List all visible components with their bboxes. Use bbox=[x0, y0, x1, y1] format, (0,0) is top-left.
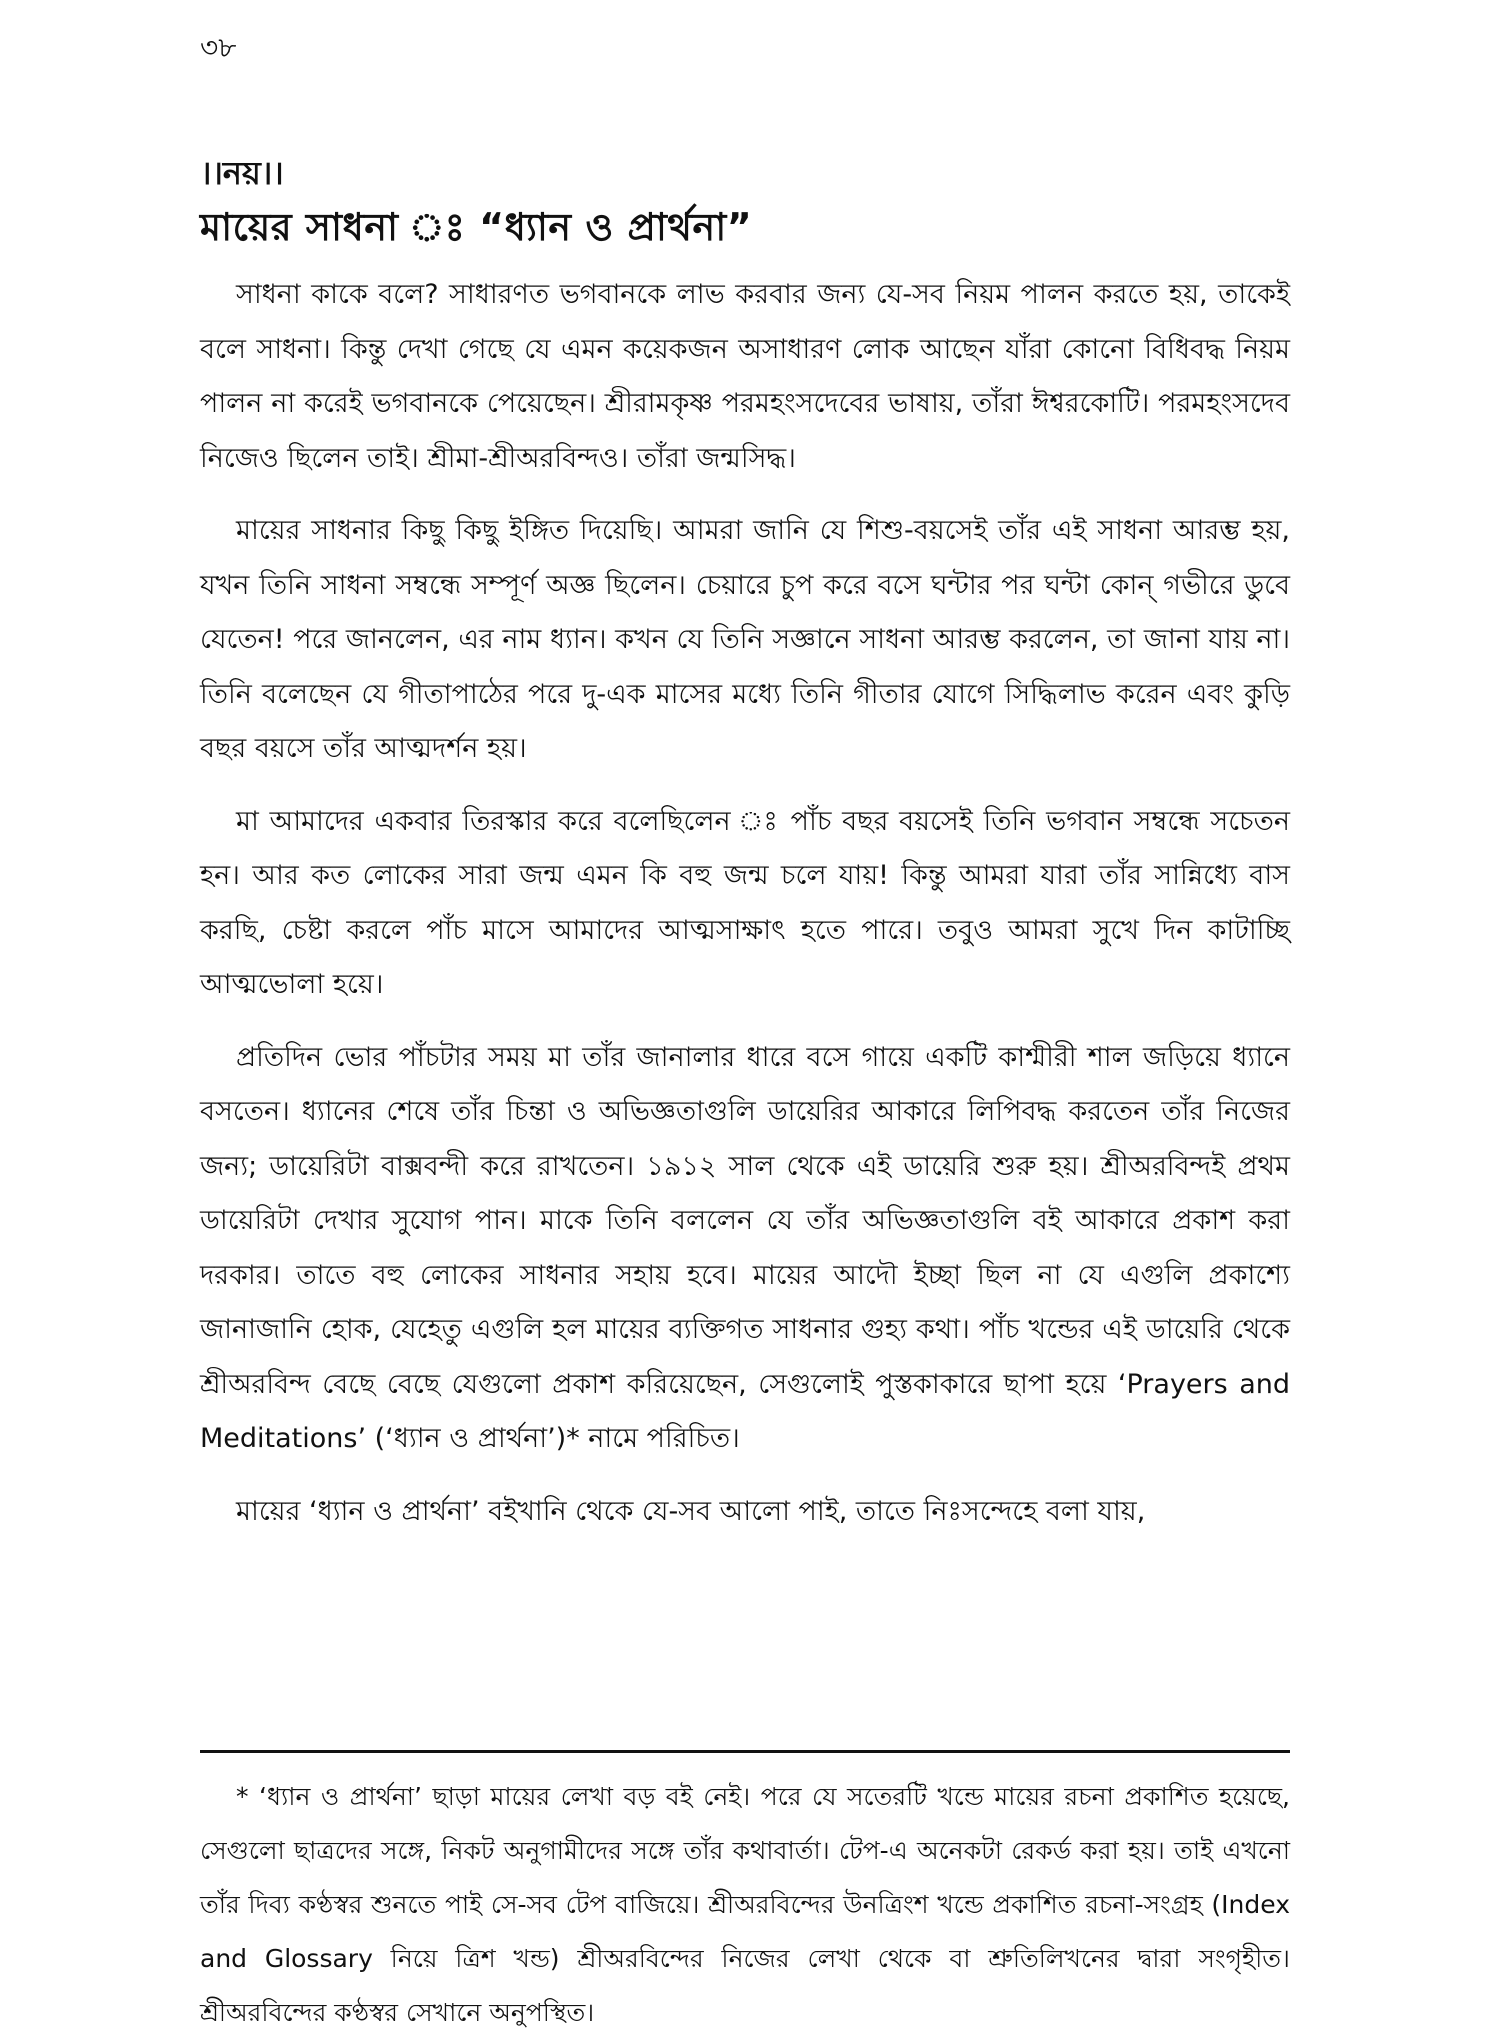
paragraph: মায়ের ‘ধ্যান ও প্রার্থনা’ বইখানি থেকে যে-সব আলো পাই, তাতে নিঃসন্দেহে বলা যায়, bbox=[236, 1495, 1146, 1527]
chapter-number: ।।নয়।। bbox=[200, 154, 284, 192]
body-text bbox=[200, 268, 1290, 1557]
paragraph: মায়ের সাধনার কিছু কিছু ইঙ্গিত দিয়েছি। আমরা জানি যে শিশু-বয়সেই তাঁর এই সাধনা আরম্ভ হয়, যখন তিনি সাধনা সম্বন্ধে সম্পূর্ণ অজ্ঞ ছিলেন। চেয়ারে চুপ করে বসে ঘন্টার পর ঘন্টা কোন্ গভীরে ডুবে যেতেন! পরে জানলেন, এর নাম ধ্যান। কখন যে তিনি সজ্ঞানে সাধনা আরম্ভ করলেন, তা জানা যায় না। তিনি বলেছেন যে গীতাপাঠের পরে দু-এক মাসের মধ্যে তিনি গীতার যোগে সিদ্ধিলাভ করেন এবং কুড়ি বছর বয়সে তাঁর আত্মদর্শন হয়। bbox=[200, 515, 1290, 764]
paragraph: মা আমাদের একবার তিরস্কার করে বলেছিলেন ঃ পাঁচ বছর বয়সেই তিনি ভগবান সম্বন্ধে সচেতন হন। আর কত লোকের সারা জন্ম এমন কি বহু জন্ম চলে যায়! কিন্তু আমরা যারা তাঁর সান্নিধ্যে বাস করছি, চেষ্টা করলে পাঁচ মাসে আমাদের আত্মসাক্ষাৎ হতে পারে। তবুও আমরা সুখে দিন কাটাচ্ছি আত্মভোলা হয়ে। bbox=[200, 805, 1290, 1000]
footnote-divider bbox=[200, 1750, 1290, 1753]
page-number: ৩৮ bbox=[200, 31, 237, 64]
chapter-title: মায়ের সাধনা ঃ “ধ্যান ও প্রার্থনা” bbox=[200, 205, 753, 249]
paragraph: প্রতিদিন ভোর পাঁচটার সময় মা তাঁর জানালার ধারে বসে গায়ে একটি কাশ্মীরী শাল জড়িয়ে ধ্যানে বসতেন। ধ্যানের শেষে তাঁর চিন্তা ও অভিজ্ঞতাগুলি ডায়েরির আকারে লিপিবদ্ধ করতেন তাঁর নিজের জন্য; ডায়েরিটা বাক্সবন্দী করে রাখতেন। ১৯১২ সাল থেকে এই ডায়েরি শুরু হয়। শ্রীঅরবিন্দই প্রথম ডায়েরিটা দেখার সুযোগ পান। মাকে তিনি বললেন যে তাঁর অভিজ্ঞতাগুলি বই আকারে প্রকাশ করা দরকার। তাতে বহু লোকের সাধনার সহায় হবে। মায়ের আদৌ ইচ্ছা ছিল না যে এগুলি প্রকাশ্যে জানাজানি হোক, যেহেতু এগুলি হল মায়ের ব্যক্তিগত সাধনার গুহ্য কথা। পাঁচ খন্ডের এই ডায়েরি থেকে শ্রীঅরবিন্দ বেছে বেছে যেগুলো প্রকাশ করিয়েছেন, সেগুলোই পুস্তকাকারে ছাপা হয়ে ‘Prayers and Meditations’ (‘ধ্যান ও প্রার্থনা’)* নামে পরিচিত। bbox=[200, 1041, 1290, 1454]
footnote: * ‘ধ্যান ও প্রার্থনা’ ছাড়া মায়ের লেখা বড় বই নেই। পরে যে সতেরটি খন্ডে মায়ের রচনা প্রকাশিত হয়েছে, সেগুলো ছাত্রদের সঙ্গে, নিকট অনুগামীদের সঙ্গে তাঁর কথাবার্তা। টেপ-এ অনেকটা রেকর্ড করা হয়। তাই এখনো তাঁর দিব্য কণ্ঠস্বর শুনতে পাই সে-সব টেপ বাজিয়ে। শ্রীঅরবিন্দের উনত্রিংশ খন্ডে প্রকাশিত রচনা-সংগ্রহ (Index and Glossary নিয়ে ত্রিশ খন্ড) শ্রীঅরবিন্দের নিজের লেখা থেকে বা শ্রুতিলিখনের দ্বারা সংগৃহীত। শ্রীঅরবিন্দের কণ্ঠস্বর সেখানে অনুপস্থিত। bbox=[200, 1782, 1290, 2027]
paragraph: সাধনা কাকে বলে? সাধারণত ভগবানকে লাভ করবার জন্য যে-সব নিয়ম পালন করতে হয়, তাকেই বলে সাধনা। কিন্তু দেখা গেছে যে এমন কয়েকজন অসাধারণ লোক আছেন যাঁরা কোনো বিধিবদ্ধ নিয়ম পালন না করেই ভগবানকে পেয়েছেন। শ্রীরামকৃষ্ণ পরমহংসদেবের ভাষায়, তাঁরা ঈশ্বরকোটি। পরমহংসদেব নিজেও ছিলেন তাই। শ্রীমা-শ্রীঅরবিন্দও। তাঁরা জন্মসিদ্ধ। bbox=[200, 279, 1290, 474]
